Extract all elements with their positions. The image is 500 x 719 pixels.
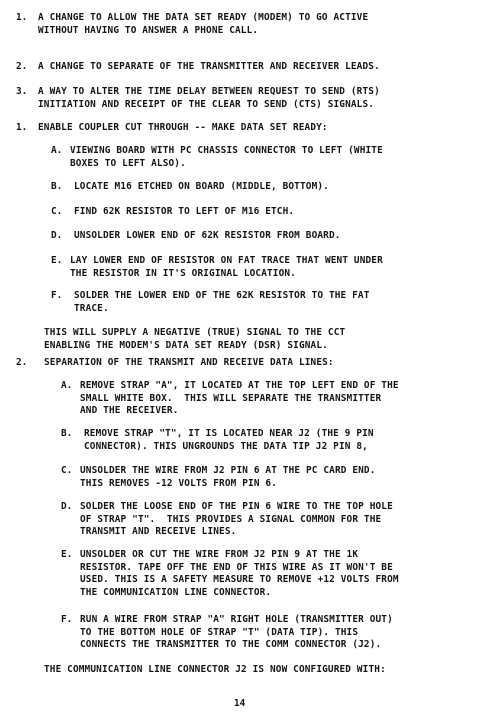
section-1-note: THIS WILL SUPPLY A NEGATIVE (TRUE) SIGNAL TO THE CCT ENABLING THE MODEM'S DATA SET READY (DSR) SIGNAL. [44, 327, 346, 351]
intro-number: 3. [16, 86, 28, 97]
section-1-step-b: LOCATE M16 ETCHED ON BOARD (MIDDLE, BOTTOM). [74, 181, 329, 192]
step-letter: B. [61, 428, 73, 439]
page-number: 14 [234, 698, 246, 709]
intro-number: 1. [16, 12, 28, 23]
section-2-step-c: UNSOLDER THE WIRE FROM J2 PIN 6 AT THE PC CARD END. THIS REMOVES -12 VOLTS FROM PIN 6. [80, 465, 376, 489]
step-letter: A. [51, 145, 63, 156]
intro-number: 2. [16, 61, 28, 72]
section-1-number: 1. [16, 122, 28, 133]
section-2-step-e: UNSOLDER OR CUT THE WIRE FROM J2 PIN 9 AT THE 1K RESISTOR. TAPE OFF THE END OF THIS WIRE AS IT WON'T BE USED. THIS IS A SAFETY MEASURE TO REMOVE +12 VOLTS FROM THE COMMUNICATION LINE CONNECTOR. [80, 549, 399, 598]
intro-item-2: A CHANGE TO SEPARATE OF THE TRANSMITTER AND RECEIVER LEADS. [38, 61, 380, 72]
section-2-number: 2. [16, 357, 28, 368]
step-letter: F. [61, 614, 73, 625]
section-2-step-b: REMOVE STRAP "T", IT IS LOCATED NEAR J2 (THE 9 PIN CONNECTOR). THIS UNGROUNDS THE DATA TIP J2 PIN 8, [84, 428, 374, 452]
section-1-title: ENABLE COUPLER CUT THROUGH -- MAKE DATA SET READY: [38, 122, 328, 133]
section-2-step-a: REMOVE STRAP "A", IT LOCATED AT THE TOP LEFT END OF THE SMALL WHITE BOX. THIS WILL SEPARATE THE TRANSMITTER AND THE RECEIVER. [80, 380, 399, 417]
section-2-title: SEPARATION OF THE TRANSMIT AND RECEIVE DATA LINES: [44, 357, 334, 368]
step-letter: A. [61, 380, 73, 391]
section-1-step-f: SOLDER THE LOWER END OF THE 62K RESISTOR TO THE FAT TRACE. [74, 290, 370, 314]
section-2-step-d: SOLDER THE LOOSE END OF THE PIN 6 WIRE TO THE TOP HOLE OF STRAP "T". THIS PROVIDES A SIGNAL COMMON FOR THE TRANSMIT AND RECEIVE LINES. [80, 501, 393, 538]
step-letter: E. [51, 255, 63, 266]
step-letter: B. [51, 181, 63, 192]
step-letter: E. [61, 549, 73, 560]
section-1-step-c: FIND 62K RESISTOR TO LEFT OF M16 ETCH. [74, 206, 295, 217]
intro-item-1: A CHANGE TO ALLOW THE DATA SET READY (MODEM) TO GO ACTIVE WITHOUT HAVING TO ANSWER A PHONE CALL. [38, 12, 369, 36]
step-letter: D. [51, 230, 63, 241]
section-1-step-e: LAY LOWER END OF RESISTOR ON FAT TRACE THAT WENT UNDER THE RESISTOR IN IT'S ORIGINAL LOCATION. [70, 255, 383, 279]
step-letter: C. [61, 465, 73, 476]
section-1-step-d: UNSOLDER LOWER END OF 62K RESISTOR FROM BOARD. [74, 230, 341, 241]
section-1-step-a: VIEWING BOARD WITH PC CHASSIS CONNECTOR TO LEFT (WHITE BOXES TO LEFT ALSO). [70, 145, 383, 169]
section-2-step-f: RUN A WIRE FROM STRAP "A" RIGHT HOLE (TRANSMITTER OUT) TO THE BOTTOM HOLE OF STRAP "T" (DATA TIP). THIS CONNECTS THE TRANSMITTER TO THE COMM CONNECTOR (J2). [80, 614, 393, 651]
step-letter: F. [51, 290, 63, 301]
intro-item-3: A WAY TO ALTER THE TIME DELAY BETWEEN REQUEST TO SEND (RTS) INITIATION AND RECEIPT OF THE CLEAR TO SEND (CTS) SIGNALS. [38, 86, 380, 110]
section-2-note: THE COMMUNICATION LINE CONNECTOR J2 IS NOW CONFIGURED WITH: [44, 664, 386, 675]
step-letter: D. [61, 501, 73, 512]
step-letter: C. [51, 206, 63, 217]
